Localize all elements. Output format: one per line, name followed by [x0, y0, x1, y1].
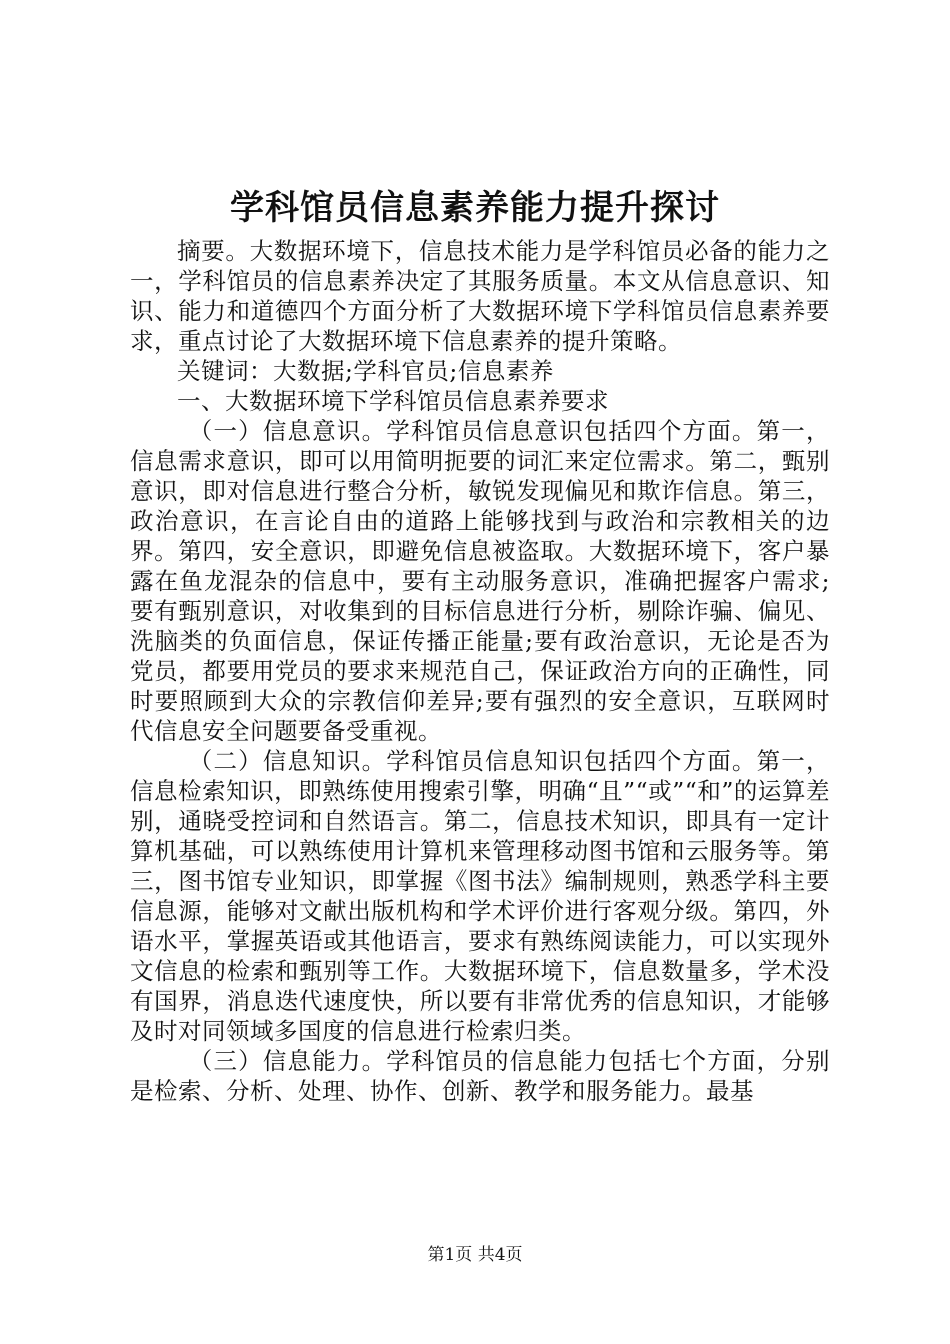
- abstract-paragraph: 摘要。大数据环境下，信息技术能力是学科馆员必备的能力之一，学科馆员的信息素养决定了其服务质量。本文从信息意识、知识、能力和道德四个方面分析了大数据环境下学科馆员信息素养要求，重点讨论了大数据环境下信息素养的提升策略。: [130, 237, 830, 355]
- paragraph-information-awareness: （一）信息意识。学科馆员信息意识包括四个方面。第一，信息需求意识，即可以用简明扼要的词汇来定位需求。第二，甄别意识，即对信息进行整合分析，敏锐发现偏见和欺诈信息。第三，政治意识，在言论自由的道路上能够找到与政治和宗教相关的边界。第四，安全意识，即避免信息被盗取。大数据环境下，客户暴露在鱼龙混杂的信息中，要有主动服务意识，准确把握客户需求;要有甄别意识，对收集到的目标信息进行分析，剔除诈骗、偏见、洗脑类的负面信息，保证传播正能量;要有政治意识，无论是否为党员，都要用党员的要求来规范自己，保证政治方向的正确性，同时要照顾到大众的宗教信仰差异;要有强烈的安全意识，互联网时代信息安全问题要备受重视。: [130, 417, 830, 745]
- document-title: 学科馆员信息素养能力提升探讨: [230, 188, 720, 228]
- paragraph-information-knowledge: （二）信息知识。学科馆员信息知识包括四个方面。第一，信息检索知识，即熟练使用搜索引擎，明确“且”“或”“和”的运算差别，通晓受控词和自然语言。第二，信息技术知识，即具有一定计算机基础，可以熟练使用计算机来管理移动图书馆和云服务等。第三，图书馆专业知识，即掌握《图书法》编制规则，熟悉学科主要信息源，能够对文献出版机构和学术评价进行客观分级。第四，外语水平，掌握英语或其他语言，要求有熟练阅读能力，可以实现外文信息的检索和甄别等工作。大数据环境下，信息数量多，学术没有国界，消息迭代速度快，所以要有非常优秀的信息知识，才能够及时对同领域多国度的信息进行检索归类。: [130, 747, 830, 1045]
- document-body: [130, 236, 830, 1106]
- section-heading-1: 一、大数据环境下学科馆员信息素养要求: [177, 387, 609, 415]
- page-number-footer: 第1页 共4页: [427, 1245, 523, 1265]
- paragraph-information-ability: （三）信息能力。学科馆员的信息能力包括七个方面，分别是检索、分析、处理、协作、创新、教学和服务能力。最基: [130, 1047, 830, 1105]
- keywords-line: 关键词：大数据;学科官员;信息素养: [177, 357, 554, 385]
